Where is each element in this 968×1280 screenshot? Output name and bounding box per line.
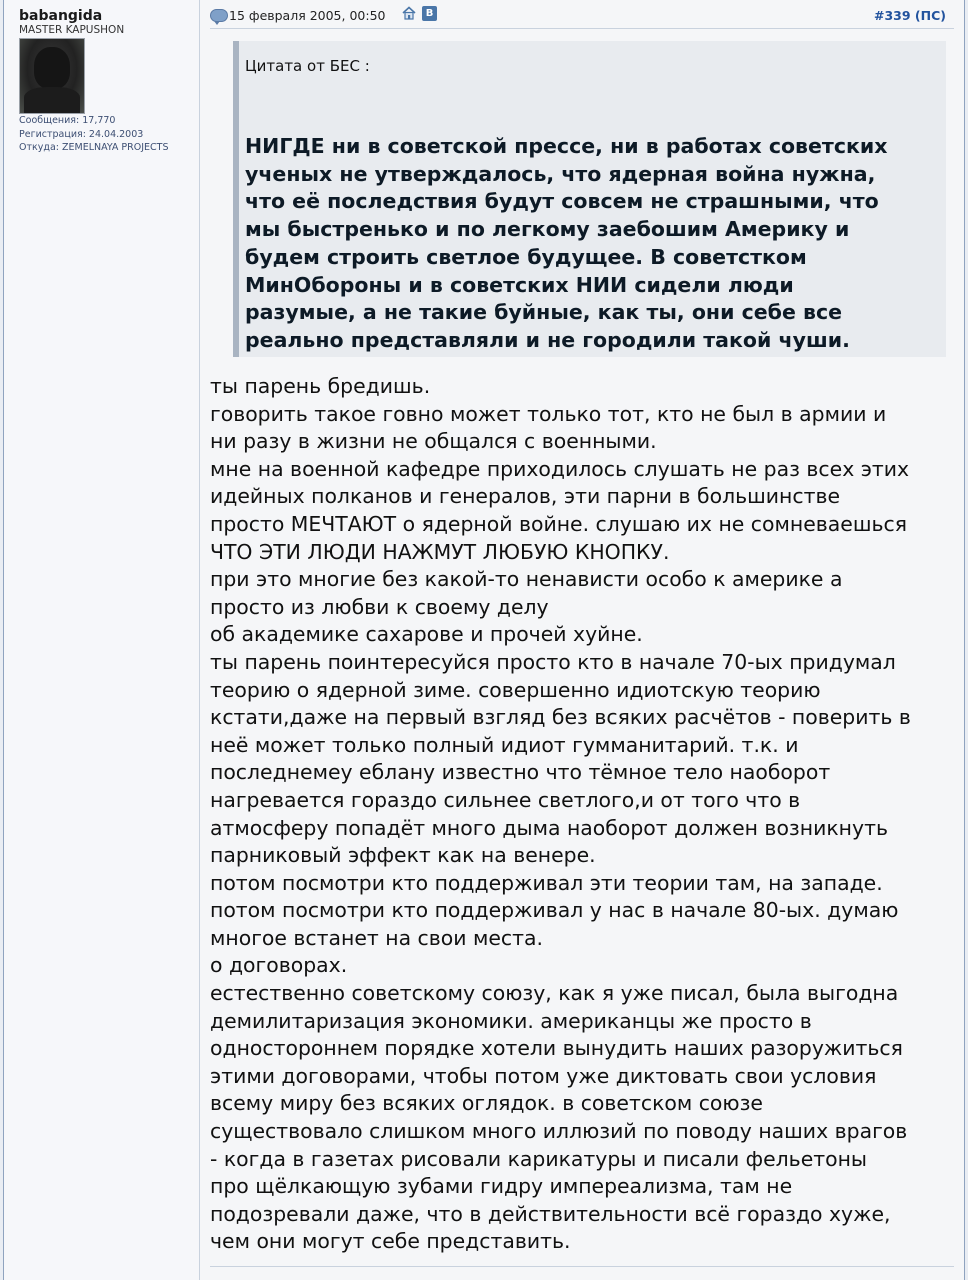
message-line: парниковый эффект как на венере. (210, 843, 596, 868)
message-line: говорить такое говно может только тот, кто не был в армии и (210, 401, 887, 426)
message-line: потом посмотри кто поддерживал у нас в начале 80-ых. думаю (210, 898, 899, 923)
message-line: - когда в газетах рисовали карикатуры и писали фельетоны (210, 1146, 868, 1171)
message-line: ты парень бредишь. (210, 374, 431, 398)
message-line: одностороннем порядке хотели вынудить наших разоружиться (210, 1036, 903, 1061)
header-divider (210, 28, 954, 29)
user-location: Откуда: ZEMELNAYA PROJECTS (19, 142, 169, 153)
message-line: о договорах. (210, 953, 348, 978)
message-line: при это многие без какой-то ненависти особо к америке а (210, 567, 843, 592)
quote-line: будем строить светлое будущее. В советстком (245, 244, 807, 269)
message-line: чем они могут себе представить. (210, 1229, 571, 1254)
message-line: теорию о ядерной зиме. совершенно идиотскую теорию (210, 677, 821, 702)
message-line: всему миру без всяких оглядок. в советском союзе (210, 1091, 763, 1116)
message-line: нагревается гораздо сильнее светлого,и от того что в (210, 787, 801, 812)
quote-line: реально представляли и не городили такой чуши. (245, 327, 850, 352)
post-ps-link[interactable]: ПС (920, 8, 941, 23)
quote-line: ученых не утверждалось, что ядерная война нужна, (245, 161, 876, 186)
user-posts-count: Сообщения: 17,770 (19, 115, 116, 126)
home-icon[interactable] (402, 6, 416, 20)
message-line: естественно советскому союзу, как я уже писал, была выгодна (210, 981, 899, 1006)
username-link[interactable]: babangida (19, 8, 103, 24)
quote-text (245, 133, 945, 355)
user-info-column (4, 0, 200, 1280)
message-line: про щёлкающую зубами гидру импереализма, там не (210, 1174, 793, 1199)
message-line: этими договорами, чтобы потом уже диктовать свои условия (210, 1063, 877, 1088)
post-content-column (200, 0, 964, 1280)
message-line: об академике сахарове и прочей хуйне. (210, 622, 643, 647)
quote-line: НИГДЕ ни в советской прессе, ни в работах советских (245, 134, 888, 158)
message-line: кстати,даже на первый взгляд без всяких расчётов - поверить в (210, 705, 911, 730)
post-message (210, 373, 958, 1256)
message-line: ЧТО ЭТИ ЛЮДИ НАЖМУТ ЛЮБУЮ КНОПКУ. (210, 539, 670, 564)
quote-block (233, 41, 946, 357)
user-registration-date: Регистрация: 24.04.2003 (19, 128, 144, 140)
message-line: многое встанет на свои места. (210, 925, 543, 950)
quote-line: разумые, а не такие буйные, как ты, они себе все (245, 300, 843, 325)
message-line: потом посмотри кто поддерживал эти теории там, на западе. (210, 870, 883, 895)
quote-line: что её последствия будут совсем не страшными, что (245, 189, 879, 214)
post-number-link[interactable]: #339 ( (874, 8, 921, 23)
message-line: ты парень поинтересуйся просто кто в начале 70-ых придумал (210, 649, 896, 674)
message-line: мне на военной кафедре приходилось слушать не раз всех этих (210, 456, 910, 481)
avatar[interactable] (19, 38, 85, 114)
post-date: 15 февраля 2005, 00:50 (229, 8, 386, 23)
message-line: неё может только полный идиот гумманитарий. т.к. и (210, 732, 799, 757)
quote-line: мы быстренько и по легкому заебошим Америку и (245, 217, 850, 242)
post-icon (210, 9, 228, 22)
message-line: просто МЕЧТАЮТ о ядерной войне. слушаю их не сомневаешься (210, 511, 907, 536)
post-number (874, 8, 946, 23)
message-line: атмосферу попадёт много дыма наоборот должен возникнуть (210, 815, 888, 840)
bottom-divider (210, 1266, 954, 1267)
user-stats (19, 114, 169, 155)
post-number-suffix: ) (940, 8, 946, 23)
avatar-face (34, 47, 70, 89)
message-line: подозревали даже, что в действительности всё гораздо хуже, (210, 1201, 891, 1226)
message-line: просто из любви к своему делу (210, 594, 549, 619)
message-line: демилитаризация экономики. американцы же просто в (210, 1008, 812, 1033)
user-title: MASTER KAPUSHON (19, 24, 125, 36)
message-line: последнемеу еблану известно что тёмное тело наоборот (210, 760, 831, 785)
message-line: идейных полканов и генералов, эти парни в большинстве (210, 484, 841, 509)
message-line: существовало слишком много иллюзий по поводу наших врагов (210, 1119, 908, 1144)
quote-line: МинОбороны и в советских НИИ сидели люди (245, 272, 794, 297)
post-header (210, 6, 954, 26)
vk-share-icon[interactable]: В (422, 6, 437, 21)
quote-header: Цитата от БЕС : (245, 57, 370, 75)
message-line: ни разу в жизни не общался с военными. (210, 429, 657, 454)
avatar-shoulders (24, 87, 80, 113)
